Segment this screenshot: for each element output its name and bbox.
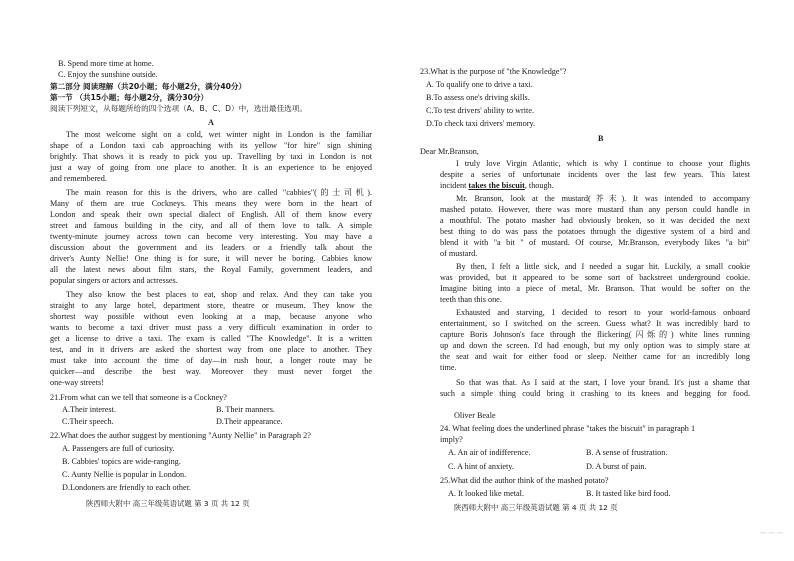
passage-line: driver's Aunty Nellie! One thing is for sure, it will never be boring. Cabbies know bbox=[50, 254, 372, 263]
passage-text: incident bbox=[440, 181, 467, 190]
option-c-prev: C. Enjoy the sunshine outside. bbox=[58, 70, 158, 79]
q21-option-c: C.Their speech. bbox=[62, 417, 114, 426]
passage-line: mashed potato. However, there was more mustard than any person could handle in bbox=[440, 205, 750, 214]
passage-line: teeth than this one. bbox=[440, 295, 502, 304]
passage-line: The main reason for this is the drivers, who are called "cabbies"(的士司机). bbox=[66, 188, 372, 197]
page-footer-right: 陕西师大附中 高三年级英语试题 第 4 页 共 12 页 bbox=[454, 503, 618, 512]
q24-option-c: C. A hint of anxiety. bbox=[448, 462, 514, 471]
q22-option-c: C. Aunty Nellie is popular in London. bbox=[62, 470, 187, 479]
q24-option-d: D. A burst of pain. bbox=[586, 462, 647, 471]
question-23: 23.What is the purpose of "the Knowledge"? bbox=[420, 67, 567, 76]
passage-line: London and speak their own special dialect of English. All of them know every bbox=[50, 210, 372, 219]
q23-option-c: C.To test drivers' ability to write. bbox=[426, 106, 535, 115]
passage-line: Exhausted and starving, I decided to resort to your world-famous onboard bbox=[456, 308, 750, 317]
q24-option-a: A. An air of indifference. bbox=[448, 448, 531, 457]
q22-option-a: A. Passengers are full of curiosity. bbox=[62, 444, 175, 453]
underlined-phrase: takes the biscuit bbox=[468, 181, 525, 190]
section-heading: 第二部分 阅读理解（共20小题；每小题2分，满分40分） bbox=[50, 82, 247, 91]
option-b-prev: B. Spend more time at home. bbox=[58, 59, 154, 68]
passage-line: of mustard. bbox=[440, 249, 478, 258]
passage-a-label: A bbox=[208, 118, 214, 127]
passage-line: Imagine biting into a piece of metal, Mr. Branson. That would be softer on the bbox=[440, 284, 750, 293]
passage-line: all the latest news about film stars, the Royal Family, government leaders, and bbox=[50, 265, 372, 274]
question-24: 24. What feeling does the underlined phrase "takes the biscuit" in paragraph 1 bbox=[440, 424, 696, 433]
passage-line: Many of them are true Cockneys. This means they were born in the heart of bbox=[50, 199, 372, 208]
q21-option-b: B. Their manners. bbox=[216, 405, 275, 414]
passage-line: entertainment, so I switched on the screen. Guess what? It was incredibly hard to bbox=[440, 319, 750, 328]
passage-line: popular singers or actors and actresses. bbox=[50, 276, 178, 285]
question-22: 22.What does the author suggest by mentioning "Aunty Nellie" in Paragraph 2? bbox=[50, 431, 311, 440]
passage-line: despite a series of unfortunate incidents over the last few years. This latest bbox=[440, 170, 750, 179]
passage-line: get a license to drive a taxi. The exam is called "The Knowledge". It is a written bbox=[50, 334, 372, 343]
passage-line: time. bbox=[440, 363, 457, 372]
passage-b-label: B bbox=[598, 134, 604, 143]
passage-line: straight to any large hotel, department store, theatre or museum. They know the bbox=[50, 301, 372, 310]
passage-line: just a way of going from one place to another. It is an experience to be enjoyed bbox=[50, 163, 372, 172]
question-24-cont: imply? bbox=[440, 435, 463, 444]
passage-line: up and down the screen. I'd had enough, but my only option was to simply stare at bbox=[440, 341, 750, 350]
passage-line: one-way streets! bbox=[50, 378, 104, 387]
passage-line: street and famous building in the city, and all of them love to talk. A simple bbox=[50, 221, 372, 230]
q21-option-d: D.Their appearance. bbox=[216, 417, 283, 426]
passage-line: best thing to do was pass the potatoes through the digestive system of a bird and bbox=[440, 227, 750, 236]
subsection-heading: 第一节 （共15小题；每小题2分，满分30分） bbox=[50, 93, 209, 102]
passage-line: twenty-minute journey across town can become very interesting. You may have a bbox=[50, 232, 372, 241]
passage-text: , though. bbox=[524, 181, 554, 190]
page-footer-left: 陕西师大附中 高三年级英语试题 第 3 页 共 12 页 bbox=[86, 499, 250, 508]
passage-line: a mouthful. The potato masher had obviously broken, so it was decided the next bbox=[440, 216, 750, 225]
q23-option-a: A. To qualify one to drive a taxi. bbox=[426, 80, 533, 89]
passage-line: shortest way possible without even looking at a map, because anyone who bbox=[50, 312, 372, 321]
passage-line: Mr. Branson, look at the mustard(芥末). It was intended to accompany bbox=[456, 194, 750, 203]
passage-line: test, and in it drivers are asked the shortest way from one place to another. They bbox=[50, 345, 372, 354]
question-21: 21.From what can we tell that someone is a Cockney? bbox=[50, 393, 227, 402]
q22-option-d: D.Londoners are friendly to each other. bbox=[62, 483, 191, 492]
passage-line: blend it with "a bit " of mustard. Of course, Mr.Branson, everybody likes "a bit" bbox=[440, 238, 750, 247]
passage-line: the seat and wait for either food or sleep. Neither came for an incredibly long bbox=[440, 352, 750, 361]
passage-line: such a simple thing could bring it crashing to its knees and begging for food. bbox=[440, 389, 750, 398]
passage-line: They also know the best places to eat, shop and relax. And they can take you bbox=[66, 290, 372, 299]
passage-line: was provided, but it appeared to be some sort of backstreet underground cookie. bbox=[440, 273, 750, 282]
passage-line: I truly love Virgin Atlantic, which is why I continue to choose your flights bbox=[456, 159, 750, 168]
question-25: 25.What did the author think of the mashed potato? bbox=[440, 476, 609, 485]
watermark-mark: ~~~ bbox=[758, 528, 784, 539]
passage-line: So that was that. As I said at the start, I love your brand. It's just a shame that bbox=[456, 378, 750, 387]
letter-salutation: Dear Mr.Branson, bbox=[420, 147, 479, 156]
passage-line: capture Boris Johnson's face through the flickering(闪烁的) white lines running bbox=[440, 330, 750, 339]
passage-line: quicker—and describe the best way. Moreover they must never forget the bbox=[50, 367, 372, 376]
q25-option-b: B. It tasted like bird food. bbox=[586, 489, 671, 498]
passage-line-underline bbox=[440, 180, 554, 191]
q25-option-a: A. It looked like metal. bbox=[448, 489, 524, 498]
passage-line: brightly. That shows it is ready to pick you up. Travelling by taxi in London is not bbox=[50, 152, 372, 161]
q23-option-d: D.To check taxi drivers' memory. bbox=[426, 119, 536, 128]
passage-line: must take into account the time of day—in rush hour, a longer route may be bbox=[50, 356, 372, 365]
q23-option-b: B.To assess one's driving skills. bbox=[426, 93, 530, 102]
passage-line: discussion about the government and its leaders or a friendly talk about the bbox=[50, 243, 372, 252]
passage-line: wants to become a taxi driver must pass a very difficult examination in order to bbox=[50, 323, 372, 332]
letter-signature: Oliver Beale bbox=[454, 411, 496, 420]
passage-line: and remembered. bbox=[50, 174, 107, 183]
instructions: 阅读下列短文，从每题所给的四个选项（A、B、C、D）中，选出最佳选项。 bbox=[50, 104, 307, 113]
passage-line: shape of a London taxi cab approaching with its yellow "for hire" sign shining bbox=[50, 141, 372, 150]
q21-option-a: A.Their interest. bbox=[62, 405, 116, 414]
q24-option-b: B. A sense of frustration. bbox=[586, 448, 668, 457]
q22-option-b: B. Cabbies' topics are wide-ranging. bbox=[62, 457, 181, 466]
passage-line: The most welcome sight on a cold, wet winter night in London is the familiar bbox=[66, 130, 372, 139]
passage-line: By then, I felt a little sick, and I needed a sugar hit. Luckily, a small cookie bbox=[456, 262, 750, 271]
